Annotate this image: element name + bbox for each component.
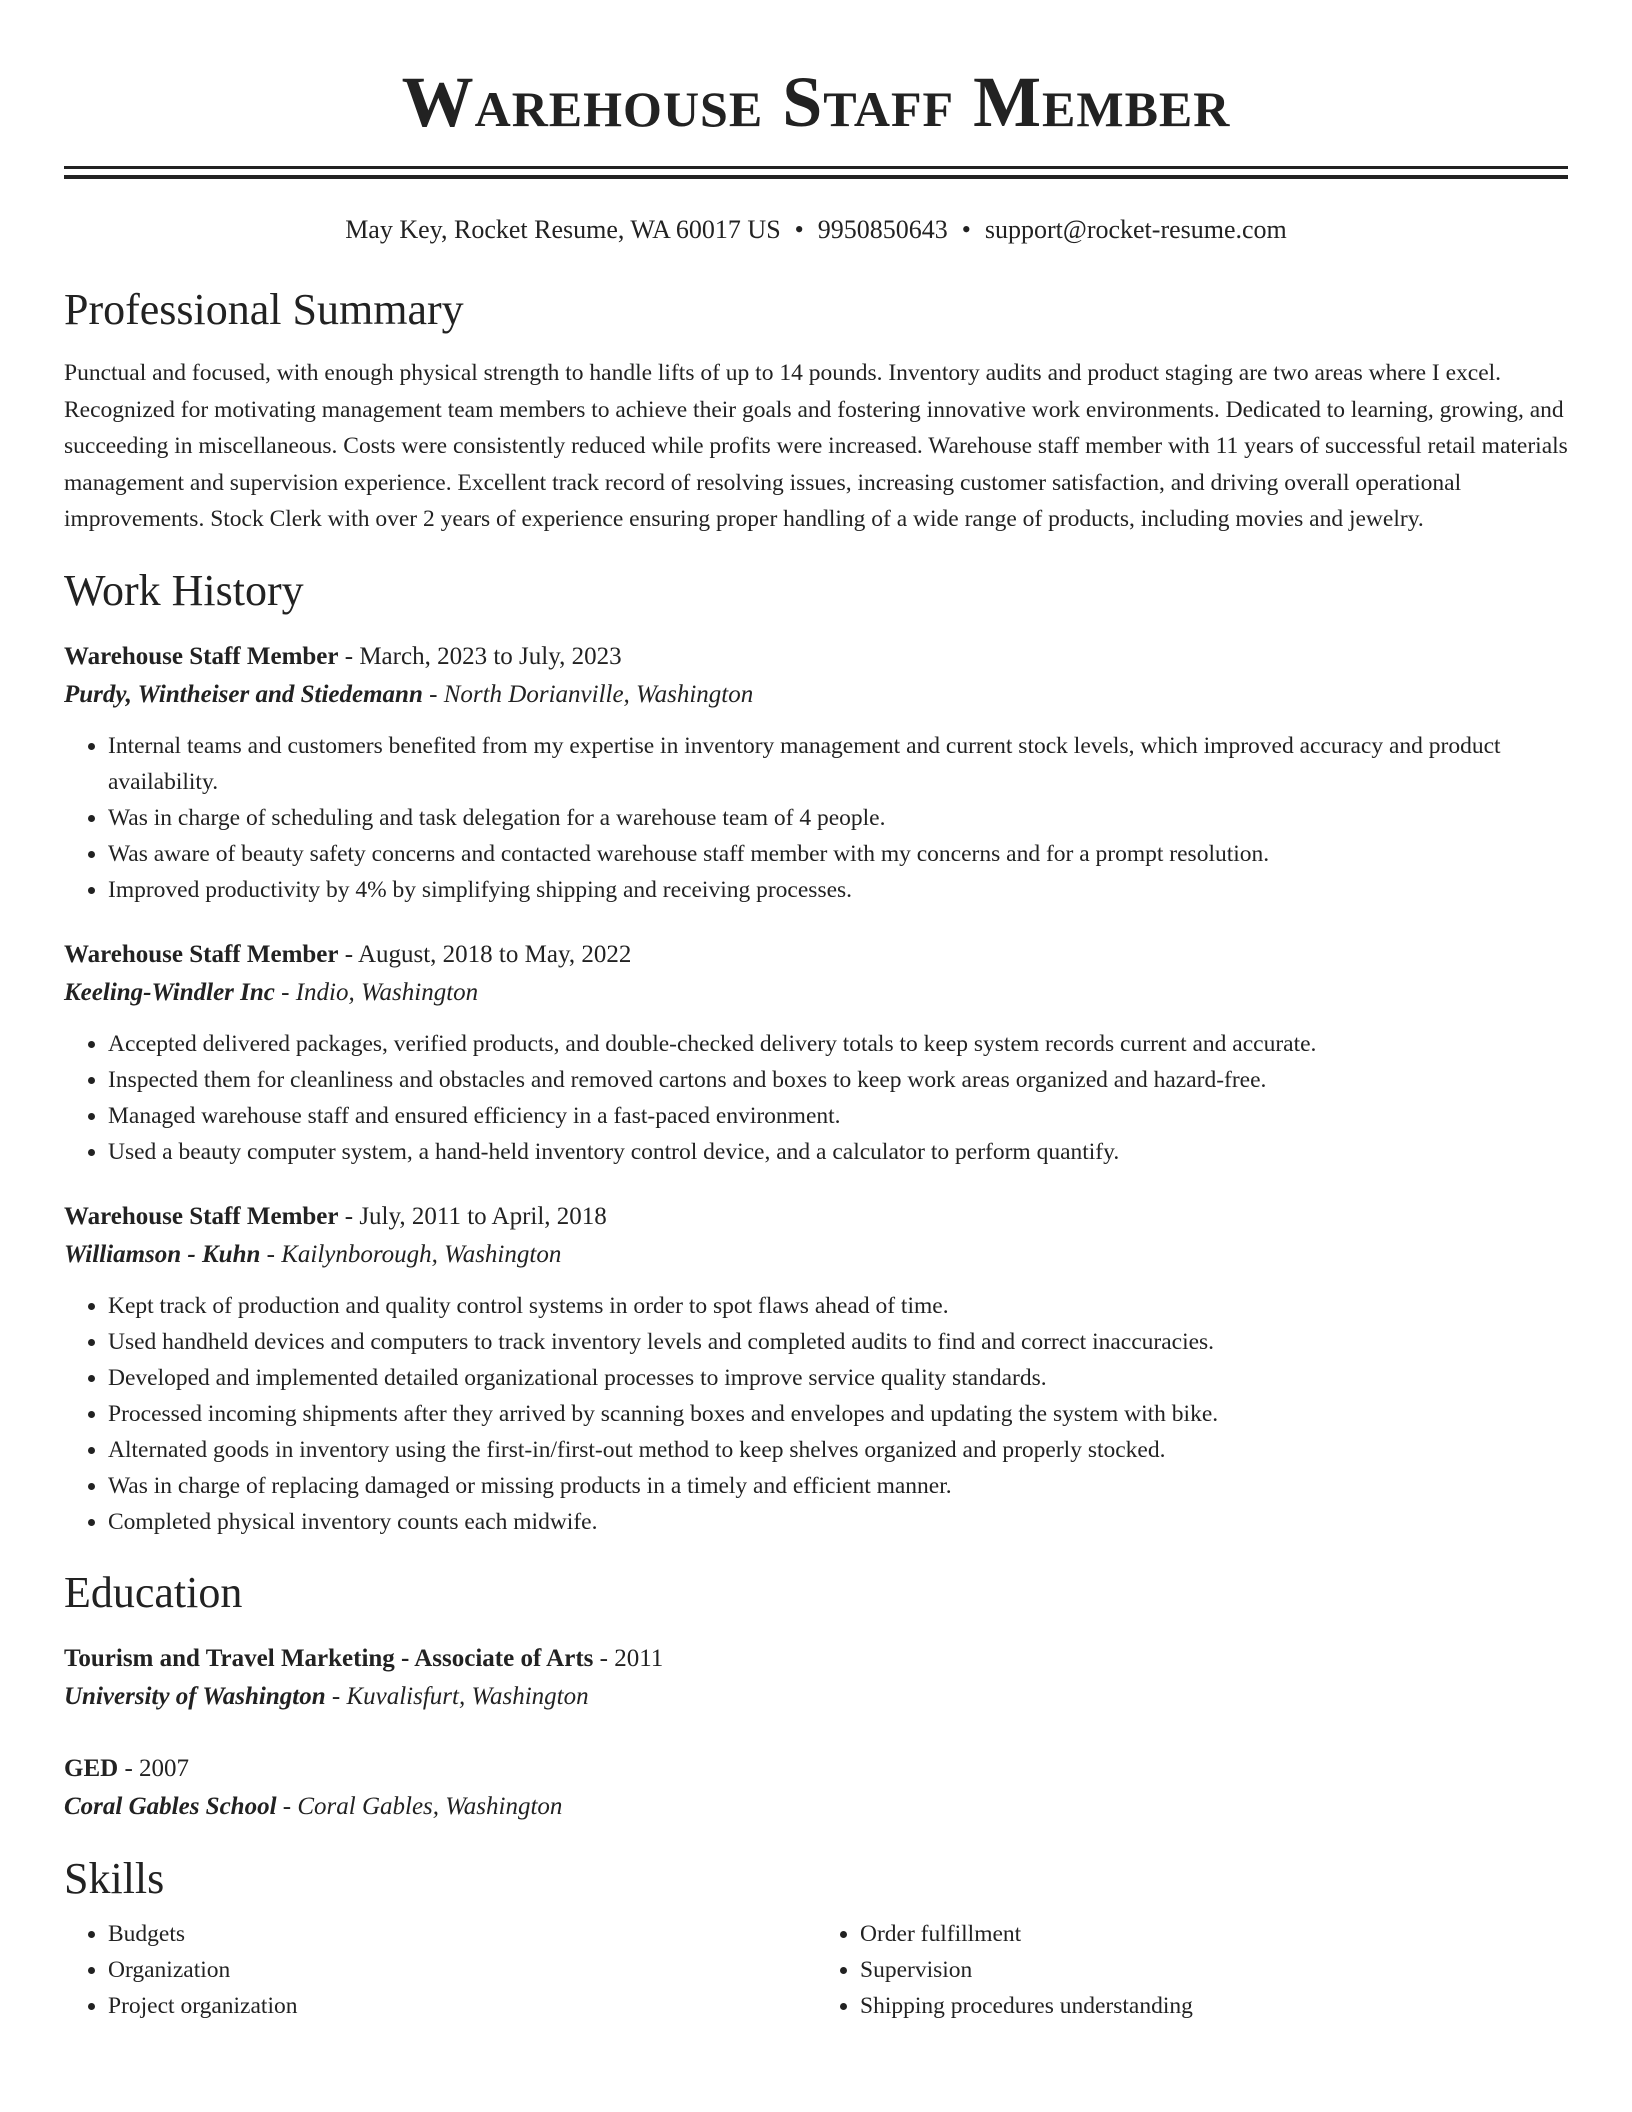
education-heading: Education <box>64 1567 243 1617</box>
job-company: Williamson - Kuhn <box>64 1240 261 1268</box>
contact-email: support@rocket-resume.com <box>984 215 1287 244</box>
job-header <box>64 936 1568 974</box>
education-year: - 2007 <box>118 1754 190 1782</box>
job-bullet: • Used a beauty computer system, a hand-held inventory control device, and a calculator to perform quantify. <box>108 1134 1568 1170</box>
job-header <box>64 638 1568 676</box>
education-entry <box>64 1640 1568 1716</box>
job-bullets <box>64 728 1568 908</box>
job-bullet: • Completed physical inventory counts each midwife. <box>108 1504 1568 1540</box>
education-school: University of Washington <box>64 1682 326 1710</box>
job-bullet: • Developed and implemented detailed organizational processes to improve service quality standards. <box>108 1360 1568 1396</box>
education-degree: GED <box>64 1754 119 1782</box>
job-bullet: • Was in charge of scheduling and task delegation for a warehouse team of 4 people. <box>108 800 1568 836</box>
education-institution <box>64 1788 1568 1826</box>
contact-separator: • <box>794 215 804 244</box>
resume-title: Warehouse Staff Member <box>401 62 1231 142</box>
job-bullets <box>64 1288 1568 1540</box>
education-header <box>64 1640 1568 1678</box>
title-rule-top <box>64 166 1568 169</box>
work-history-heading: Work History <box>64 565 304 615</box>
job-bullet: • Internal teams and customers benefited from my expertise in inventory management and current stock levels, which improved accuracy and product availability. <box>108 728 1568 800</box>
job-title: Warehouse Staff Member <box>64 1202 339 1230</box>
skill-item: • Order fulfillment <box>860 1916 1568 1952</box>
education-year: - 2011 <box>593 1644 664 1672</box>
education-degree: Tourism and Travel Marketing - Associate of Arts <box>64 1644 594 1672</box>
skills-grid <box>64 1916 1568 2024</box>
skill-item: • Organization <box>108 1952 816 1988</box>
contact-line <box>64 213 1568 247</box>
skills-column-left <box>64 1916 816 2024</box>
job-dates: - August, 2018 to May, 2022 <box>338 940 632 968</box>
education-entry <box>64 1750 1568 1826</box>
summary-text: Punctual and focused, with enough physical strength to handle lifts of up to 14 pounds. Inventory audits and product staging are two areas where I excel. Recognized for motivating management team members to achieve their goals and fostering innovative work environments. Dedicated to learning, growing, and succeeding in miscellaneous. Costs were consistently reduced while profits were increased. Warehouse staff member with 11 years of successful retail materials management and supervision experience. Excellent track record of resolving issues, increasing customer satisfaction, and driving overall operational improvements. Stock Clerk with over 2 years of experience ensuring proper handling of a wide range of products, including movies and jewelry. <box>64 360 1568 533</box>
job-entry <box>64 1198 1568 1540</box>
job-bullet: • Was in charge of replacing damaged or missing products in a timely and efficient manner. <box>108 1468 1568 1504</box>
summary-heading: Professional Summary <box>64 285 464 334</box>
education-institution <box>64 1678 1568 1716</box>
skill-item: • Shipping procedures understanding <box>860 1988 1568 2024</box>
job-employer <box>64 676 1568 714</box>
job-bullet: • Kept track of production and quality control systems in order to spot flaws ahead of time. <box>108 1288 1568 1324</box>
job-dates: - March, 2023 to July, 2023 <box>338 642 622 670</box>
job-bullet: • Improved productivity by 4% by simplifying shipping and receiving processes. <box>108 872 1568 908</box>
education-location: - Kuvalisfurt, Washington <box>325 1682 589 1710</box>
education-header <box>64 1750 1568 1788</box>
education-location: - Coral Gables, Washington <box>276 1792 563 1820</box>
job-bullet: • Processed incoming shipments after they arrived by scanning boxes and envelopes and updating the system with bike. <box>108 1396 1568 1432</box>
skill-item: • Budgets <box>108 1916 816 1952</box>
education-school: Coral Gables School <box>64 1792 277 1820</box>
job-entry <box>64 638 1568 908</box>
title-rule-bottom <box>64 175 1568 179</box>
job-employer <box>64 1236 1568 1274</box>
job-header <box>64 1198 1568 1236</box>
job-bullet: • Inspected them for cleanliness and obstacles and removed cartons and boxes to keep work areas organized and hazard-free. <box>108 1062 1568 1098</box>
job-bullet: • Was aware of beauty safety concerns and contacted warehouse staff member with my concerns and for a prompt resolution. <box>108 836 1568 872</box>
skills-heading: Skills <box>64 1853 165 1903</box>
contact-phone: 9950850643 <box>817 215 948 244</box>
job-location: - Kailynborough, Washington <box>260 1240 562 1268</box>
job-title: Warehouse Staff Member <box>64 642 339 670</box>
job-bullet: • Managed warehouse staff and ensured efficiency in a fast-paced environment. <box>108 1098 1568 1134</box>
contact-separator: • <box>961 215 971 244</box>
job-employer <box>64 974 1568 1012</box>
job-location: - North Dorianville, Washington <box>422 680 754 708</box>
job-location: - Indio, Washington <box>274 978 479 1006</box>
contact-address: May Key, Rocket Resume, WA 60017 US <box>345 215 781 244</box>
job-bullet: • Used handheld devices and computers to track inventory levels and completed audits to find and correct inaccuracies. <box>108 1324 1568 1360</box>
job-dates: - July, 2011 to April, 2018 <box>338 1202 607 1230</box>
job-bullet: • Alternated goods in inventory using the first-in/first-out method to keep shelves organized and properly stocked. <box>108 1432 1568 1468</box>
skills-column-right <box>816 1916 1568 2024</box>
job-title: Warehouse Staff Member <box>64 940 339 968</box>
skill-item: • Project organization <box>108 1988 816 2024</box>
job-entry <box>64 936 1568 1170</box>
job-bullets <box>64 1026 1568 1170</box>
job-company: Keeling-Windler Inc <box>64 978 275 1006</box>
job-bullet: • Accepted delivered packages, verified products, and double-checked delivery totals to keep system records current and accurate. <box>108 1026 1568 1062</box>
job-company: Purdy, Wintheiser and Stiedemann <box>64 680 423 708</box>
skill-item: • Supervision <box>860 1952 1568 1988</box>
